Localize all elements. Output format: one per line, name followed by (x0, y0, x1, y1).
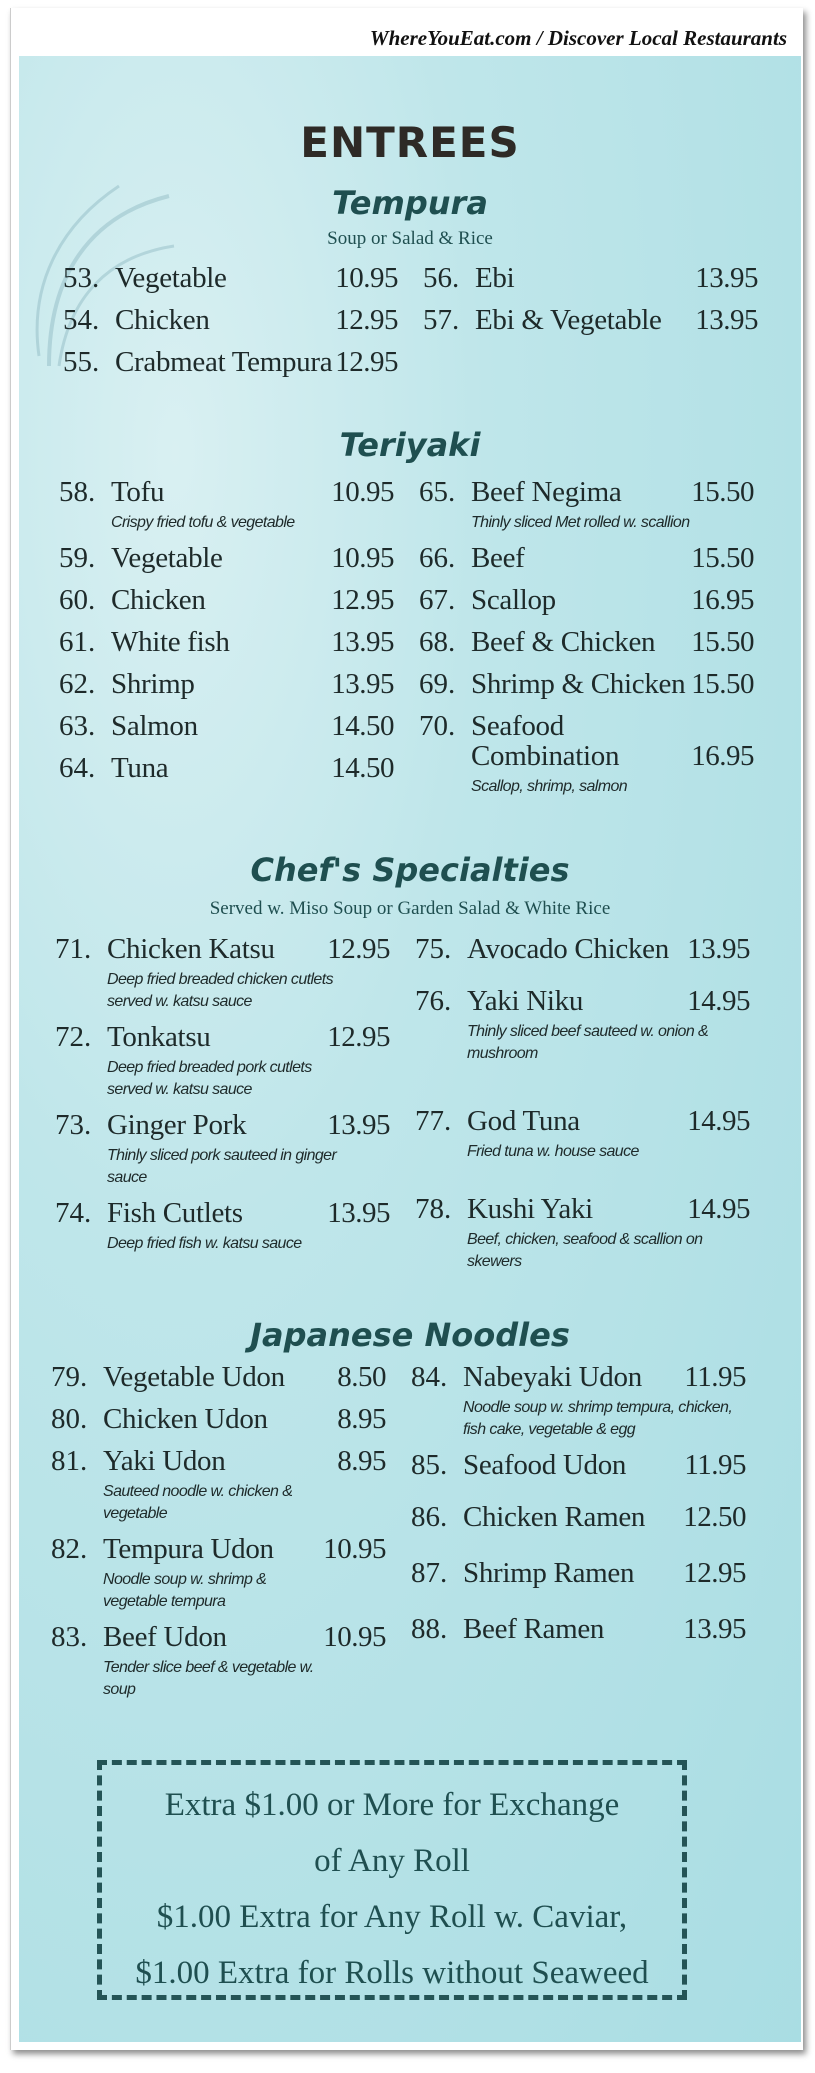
menu-item (51, 1403, 386, 1445)
item-name: Scallop (471, 584, 556, 616)
item-number: 87. (411, 1557, 448, 1589)
menu-item (59, 584, 394, 626)
item-row (59, 542, 394, 584)
menu-item (59, 710, 394, 752)
item-description: Beef, chicken, seafood & scallion on skewers (467, 1231, 703, 1270)
item-number: 73. (55, 1109, 92, 1141)
menu-item (51, 1621, 386, 1701)
item-number: 70. (419, 710, 456, 742)
item-price: 8.95 (337, 1445, 386, 1477)
item-number: 53. (63, 262, 100, 294)
item-price: 14.95 (687, 1193, 750, 1225)
menu-item (419, 668, 754, 710)
item-name-continued: Combination (471, 740, 620, 772)
menu-item (63, 262, 398, 304)
item-description: Noodle soup w. shrimp & vegetable tempura (103, 1571, 267, 1610)
item-number: 86. (411, 1501, 448, 1533)
menu-item (419, 710, 754, 798)
item-row (423, 262, 758, 304)
item-name: Ebi (475, 262, 515, 294)
item-price: 14.50 (331, 752, 394, 784)
menu-item (411, 1501, 746, 1543)
right-column (419, 476, 754, 806)
item-description: Tender slice beef & vegetable w. soup (103, 1659, 314, 1698)
item-number: 62. (59, 668, 96, 700)
item-row (59, 752, 394, 794)
item-row (415, 933, 750, 975)
menu-item (415, 1105, 750, 1163)
menu-item (63, 346, 398, 388)
item-name: Ginger Pork (107, 1109, 247, 1141)
left-column (55, 933, 390, 1263)
item-description: Sauteed noodle w. chicken & vegetable (103, 1483, 293, 1522)
right-column (411, 1361, 746, 1655)
item-name: Fish Cutlets (107, 1197, 243, 1229)
item-number: 59. (59, 542, 96, 574)
menu-item (423, 304, 758, 346)
item-name: Avocado Chicken (467, 933, 669, 965)
item-number: 75. (415, 933, 452, 965)
item-number: 81. (51, 1445, 88, 1477)
section-title: Tempura (332, 184, 488, 222)
item-name: Vegetable Udon (103, 1361, 285, 1393)
item-row (419, 668, 754, 710)
item-price: 13.95 (327, 1109, 390, 1141)
item-row (419, 710, 754, 740)
item-number: 69. (419, 668, 456, 700)
menu-item (415, 933, 750, 975)
item-price: 13.95 (331, 626, 394, 658)
item-number: 55. (63, 346, 100, 378)
item-price: 14.50 (331, 710, 394, 742)
item-price: 12.95 (335, 304, 398, 336)
menu-item (51, 1445, 386, 1525)
item-name: Yaki Niku (467, 985, 584, 1017)
menu-item (59, 752, 394, 794)
item-row (63, 304, 398, 346)
item-price: 10.95 (331, 476, 394, 508)
item-row (419, 626, 754, 668)
menu-item (411, 1613, 746, 1655)
item-row (59, 626, 394, 668)
item-name: Ebi & Vegetable (475, 304, 662, 336)
item-number: 78. (415, 1193, 452, 1225)
item-price: 15.50 (691, 668, 754, 700)
item-price: 10.95 (323, 1533, 386, 1565)
item-price: 8.50 (337, 1361, 386, 1393)
item-number: 64. (59, 752, 96, 784)
item-name: Tofu (111, 476, 165, 508)
item-price: 14.95 (687, 1105, 750, 1137)
item-name: Shrimp Ramen (463, 1557, 635, 1589)
item-price: 11.95 (684, 1449, 746, 1481)
item-name: Crabmeat Tempura (115, 346, 333, 378)
menu-item (411, 1557, 746, 1599)
item-name: Beef Negima (471, 476, 622, 508)
item-row (63, 346, 398, 388)
item-name: Seafood Udon (463, 1449, 627, 1481)
item-price: 15.50 (691, 476, 754, 508)
item-name: Beef & Chicken (471, 626, 656, 658)
item-number: 60. (59, 584, 96, 616)
item-description: Thinly sliced Met rolled w. scallion (471, 514, 690, 531)
menu-item (419, 542, 754, 584)
item-price: 12.50 (683, 1501, 746, 1533)
item-price: 10.95 (323, 1621, 386, 1653)
item-number: 80. (51, 1403, 88, 1435)
item-row (419, 584, 754, 626)
item-row (51, 1403, 386, 1445)
menu-item (419, 626, 754, 668)
left-column (51, 1361, 386, 1709)
item-description: Deep fried fish w. katsu sauce (107, 1235, 302, 1252)
item-number: 76. (415, 985, 452, 1017)
item-price: 8.95 (337, 1403, 386, 1435)
menu-item (59, 476, 394, 534)
item-row (59, 584, 394, 626)
item-description: Scallop, shrimp, salmon (471, 778, 628, 795)
item-name: God Tuna (467, 1105, 580, 1137)
item-price: 15.50 (691, 626, 754, 658)
item-name: Shrimp (111, 668, 195, 700)
item-number: 63. (59, 710, 96, 742)
page-title: ENTREES (300, 118, 520, 167)
item-name: Chicken (115, 304, 210, 336)
menu-item (59, 542, 394, 584)
section-subtitle: Soup or Salad & Rice (327, 228, 493, 249)
item-price: 13.95 (687, 933, 750, 965)
notice-line: $1.00 Extra for Rolls without Seaweed (135, 1955, 649, 1991)
item-number: 82. (51, 1533, 88, 1565)
item-number: 72. (55, 1021, 92, 1053)
menu-item (55, 933, 390, 1013)
item-price: 14.95 (687, 985, 750, 1017)
item-price: 16.95 (691, 740, 754, 772)
item-price: 13.95 (331, 668, 394, 700)
item-name: Tonkatsu (107, 1021, 211, 1053)
item-number: 58. (59, 476, 96, 508)
menu-item (411, 1361, 746, 1441)
item-number: 71. (55, 933, 92, 965)
item-name: Beef Udon (103, 1621, 227, 1653)
item-name: White fish (111, 626, 230, 658)
item-number: 61. (59, 626, 96, 658)
menu-item (59, 626, 394, 668)
item-number: 66. (419, 542, 456, 574)
item-row (411, 1449, 746, 1491)
item-name: Seafood (471, 710, 564, 742)
item-description: Thinly sliced beef sauteed w. onion & mushroom (467, 1023, 709, 1062)
item-number: 57. (423, 304, 460, 336)
item-name: Yaki Udon (103, 1445, 226, 1477)
right-column (423, 262, 758, 346)
item-description: Noodle soup w. shrimp tempura, chicken, fish cake, vegetable & egg (463, 1399, 733, 1438)
item-number: 77. (415, 1105, 452, 1137)
item-name: Tuna (111, 752, 169, 784)
item-price: 12.95 (327, 933, 390, 965)
menu-item (63, 304, 398, 346)
left-column (59, 476, 394, 794)
item-name: Shrimp & Chicken (471, 668, 686, 700)
item-name: Chicken (111, 584, 206, 616)
item-row (411, 1613, 746, 1655)
item-name: Chicken Ramen (463, 1501, 646, 1533)
item-name: Salmon (111, 710, 198, 742)
item-name: Vegetable (115, 262, 227, 294)
item-row (423, 304, 758, 346)
item-name: Tempura Udon (103, 1533, 274, 1565)
item-price: 12.95 (335, 346, 398, 378)
item-name: Chicken Udon (103, 1403, 268, 1435)
item-row (411, 1557, 746, 1599)
item-price: 12.95 (327, 1021, 390, 1053)
menu-item (55, 1197, 390, 1255)
item-description: Deep fried breaded chicken cutlets served w. katsu sauce (107, 971, 333, 1010)
roll-exchange-notice (97, 1760, 687, 2000)
item-number: 56. (423, 262, 460, 294)
item-description: Deep fried breaded pork cutlets served w. katsu sauce (107, 1059, 312, 1098)
item-number: 67. (419, 584, 456, 616)
menu-item (59, 668, 394, 710)
left-column (63, 262, 398, 388)
section-title: Teriyaki (339, 426, 481, 464)
menu-item (423, 262, 758, 304)
menu-page (10, 8, 803, 2050)
item-price: 13.95 (695, 304, 758, 336)
item-name: Vegetable (111, 542, 223, 574)
item-description: Fried tuna w. house sauce (467, 1143, 639, 1160)
menu-item (415, 985, 750, 1065)
item-number: 83. (51, 1621, 88, 1653)
item-price: 13.95 (683, 1613, 746, 1645)
section-subtitle: Served w. Miso Soup or Garden Salad & White Rice (209, 898, 611, 919)
item-row (63, 262, 398, 304)
menu-item (419, 584, 754, 626)
item-description: Crispy fried tofu & vegetable (111, 514, 295, 531)
item-number: 65. (419, 476, 456, 508)
item-price: 15.50 (691, 542, 754, 574)
item-name: Beef (471, 542, 525, 574)
item-name: Beef Ramen (463, 1613, 605, 1645)
item-number: 68. (419, 626, 456, 658)
item-name: Kushi Yaki (467, 1193, 593, 1225)
right-column (415, 933, 750, 1281)
notice-line: of Any Roll (314, 1843, 470, 1879)
item-number: 85. (411, 1449, 448, 1481)
notice-line: Extra $1.00 or More for Exchange (164, 1787, 620, 1823)
item-row (59, 668, 394, 710)
item-row (411, 1501, 746, 1543)
item-price: 13.95 (327, 1197, 390, 1229)
site-header: WhereYouEat.com / Discover Local Restaurants (369, 26, 787, 50)
item-price: 13.95 (695, 262, 758, 294)
item-description: Thinly sliced pork sauteed in ginger sauce (107, 1147, 337, 1186)
item-number: 88. (411, 1613, 448, 1645)
item-price: 10.95 (331, 542, 394, 574)
item-number: 84. (411, 1361, 448, 1393)
item-name: Chicken Katsu (107, 933, 275, 965)
section-title: Chef's Specialties (250, 851, 570, 889)
menu-item (55, 1109, 390, 1189)
menu-item (51, 1361, 386, 1403)
menu-item (411, 1449, 746, 1491)
item-number: 79. (51, 1361, 88, 1393)
item-price: 16.95 (691, 584, 754, 616)
menu-sheet (19, 56, 801, 2042)
section-title: Japanese Noodles (250, 1316, 570, 1354)
item-name: Nabeyaki Udon (463, 1361, 642, 1393)
item-number: 54. (63, 304, 100, 336)
item-price: 12.95 (331, 584, 394, 616)
menu-item (55, 1021, 390, 1101)
item-price: 12.95 (683, 1557, 746, 1589)
notice-line: $1.00 Extra for Any Roll w. Caviar, (156, 1899, 628, 1935)
item-row (419, 542, 754, 584)
item-row (51, 1361, 386, 1403)
menu-item (415, 1193, 750, 1273)
menu-item (419, 476, 754, 534)
item-price: 11.95 (684, 1361, 746, 1393)
item-price: 10.95 (335, 262, 398, 294)
item-number: 74. (55, 1197, 92, 1229)
item-row (59, 710, 394, 752)
menu-item (51, 1533, 386, 1613)
